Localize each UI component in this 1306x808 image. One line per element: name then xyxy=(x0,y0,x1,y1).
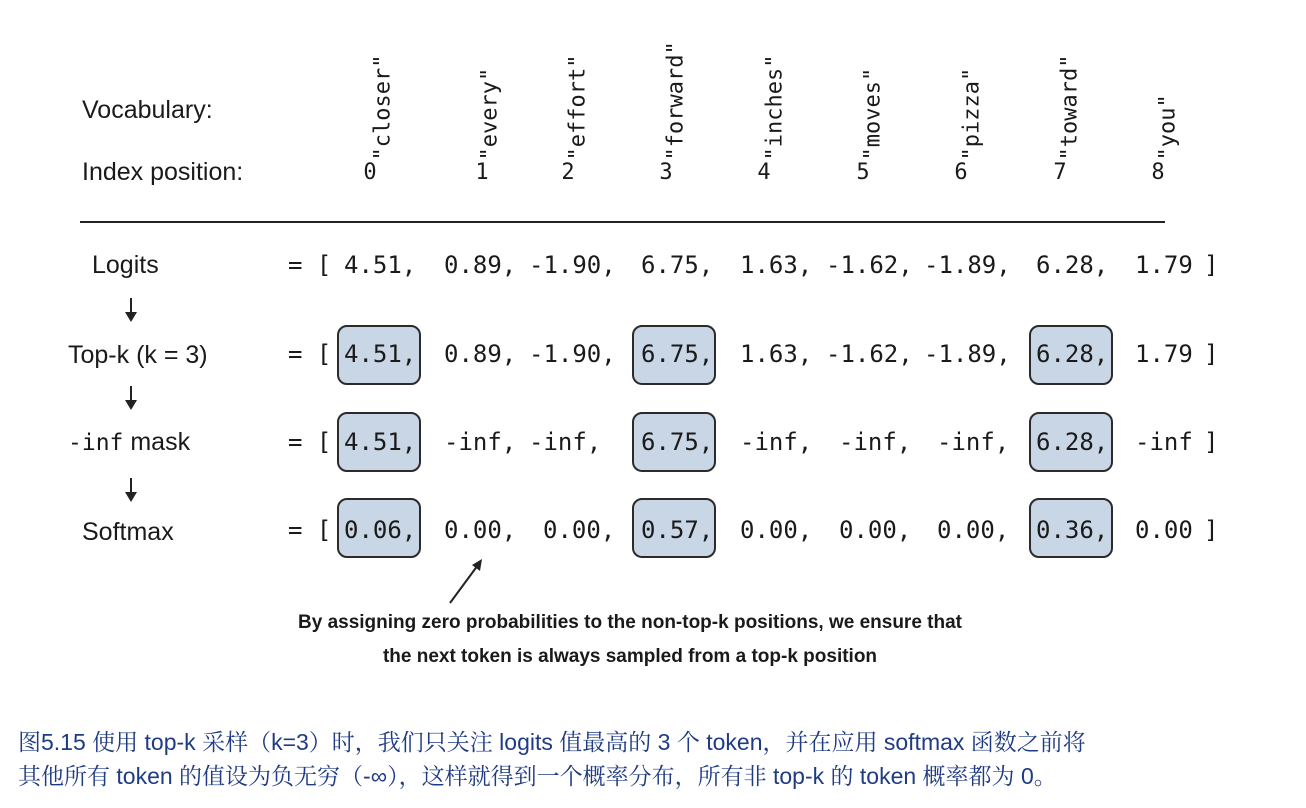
logits-cell-5: -1.62, xyxy=(826,251,913,279)
inf-code: -inf xyxy=(68,430,124,456)
softmax-cell-1: 0.00, xyxy=(444,516,517,544)
softmax-cell-5: 0.00, xyxy=(839,516,912,544)
logits-cell-0: 4.51, xyxy=(344,251,417,279)
topk-cell-3: 6.75, xyxy=(641,340,714,368)
topk-cell-8: 1.79 xyxy=(1135,340,1193,368)
logits-cell-4: 1.63, xyxy=(740,251,813,279)
open-bracket: = [ xyxy=(288,251,332,279)
index-5: 5 xyxy=(856,160,870,185)
index-7: 7 xyxy=(1053,160,1067,185)
close-bracket: ] xyxy=(1204,340,1219,368)
mask-cell-1: -inf, xyxy=(444,428,517,456)
caption-line-1: 图5.15 使用 top-k 采样（k=3）时，我们只关注 logits 值最高的 3 个 token，并在应用 softmax 函数之前将 xyxy=(18,729,1086,755)
divider-line xyxy=(80,221,1165,223)
vocab-word-3: "forward" xyxy=(663,41,689,161)
vocab-word-8: "you" xyxy=(1155,94,1181,161)
topk-cell-0: 4.51, xyxy=(344,340,417,368)
mask-cell-7: 6.28, xyxy=(1036,428,1109,456)
note-line-1: By assigning zero probabilities to the non-top-k positions, we ensure that xyxy=(298,612,962,633)
vocab-word-5: "moves" xyxy=(860,67,886,161)
topk-cell-1: 0.89, xyxy=(444,340,517,368)
caption-line-2: 其他所有 token 的值设为负无穷（-∞），这样就得到一个概率分布，所有非 top-k 的 token 概率都为 0。 xyxy=(18,763,1057,789)
logits-cell-3: 6.75, xyxy=(641,251,714,279)
softmax-cell-0: 0.06, xyxy=(344,516,417,544)
vocabulary-label: Vocabulary: xyxy=(82,96,213,124)
mask-cell-6: -inf, xyxy=(937,428,1010,456)
softmax-cell-7: 0.36, xyxy=(1036,516,1109,544)
logits-cell-6: -1.89, xyxy=(924,251,1011,279)
topk-cell-7: 6.28, xyxy=(1036,340,1109,368)
topk-cell-2: -1.90, xyxy=(529,340,616,368)
close-bracket: ] xyxy=(1204,251,1219,279)
softmax-label: Softmax xyxy=(82,518,174,546)
open-bracket: = [ xyxy=(288,428,332,456)
index-6: 6 xyxy=(954,160,968,185)
logits-cell-1: 0.89, xyxy=(444,251,517,279)
mask-cell-0: 4.51, xyxy=(344,428,417,456)
index-position-label: Index position: xyxy=(82,158,244,186)
open-bracket: = [ xyxy=(288,340,332,368)
index-8: 8 xyxy=(1151,160,1165,185)
index-1: 1 xyxy=(475,160,489,185)
softmax-cell-8: 0.00 xyxy=(1135,516,1193,544)
topk-label: Top-k (k = 3) xyxy=(68,341,208,369)
vocab-word-6: "pizza" xyxy=(959,67,985,161)
vocab-word-2: "effort" xyxy=(565,54,591,161)
softmax-cell-4: 0.00, xyxy=(740,516,813,544)
mask-word: mask xyxy=(130,428,191,456)
open-bracket: = [ xyxy=(288,516,332,544)
index-3: 3 xyxy=(659,160,673,185)
mask-cell-3: 6.75, xyxy=(641,428,714,456)
mask-cell-5: -inf, xyxy=(839,428,912,456)
mask-cell-2: -inf, xyxy=(529,428,602,456)
vocab-word-1: "every" xyxy=(477,67,503,161)
arrow-down-icon xyxy=(130,478,132,500)
softmax-cell-6: 0.00, xyxy=(937,516,1010,544)
logits-label: Logits xyxy=(92,251,159,279)
close-bracket: ] xyxy=(1204,428,1219,456)
close-bracket: ] xyxy=(1204,516,1219,544)
index-0: 0 xyxy=(363,160,377,185)
softmax-cell-3: 0.57, xyxy=(641,516,714,544)
topk-cell-5: -1.62, xyxy=(826,340,913,368)
softmax-cell-2: 0.00, xyxy=(543,516,616,544)
mask-cell-4: -inf, xyxy=(740,428,813,456)
logits-cell-8: 1.79 xyxy=(1135,251,1193,279)
vocab-word-4: "inches" xyxy=(762,54,788,161)
pointer-arrow-icon xyxy=(440,555,490,607)
vocab-word-0: "closer" xyxy=(370,54,396,161)
note-line-2: the next token is always sampled from a top-k position xyxy=(382,646,878,667)
logits-cell-7: 6.28, xyxy=(1036,251,1109,279)
logits-cell-2: -1.90, xyxy=(529,251,616,279)
topk-cell-6: -1.89, xyxy=(924,340,1011,368)
index-4: 4 xyxy=(757,160,771,185)
arrow-down-icon xyxy=(130,386,132,408)
index-2: 2 xyxy=(561,160,575,185)
arrow-down-icon xyxy=(130,298,132,320)
vocab-word-7: "toward" xyxy=(1057,54,1083,161)
mask-cell-8: -inf xyxy=(1135,428,1193,456)
topk-cell-4: 1.63, xyxy=(740,340,813,368)
inf-mask-label xyxy=(68,428,190,457)
